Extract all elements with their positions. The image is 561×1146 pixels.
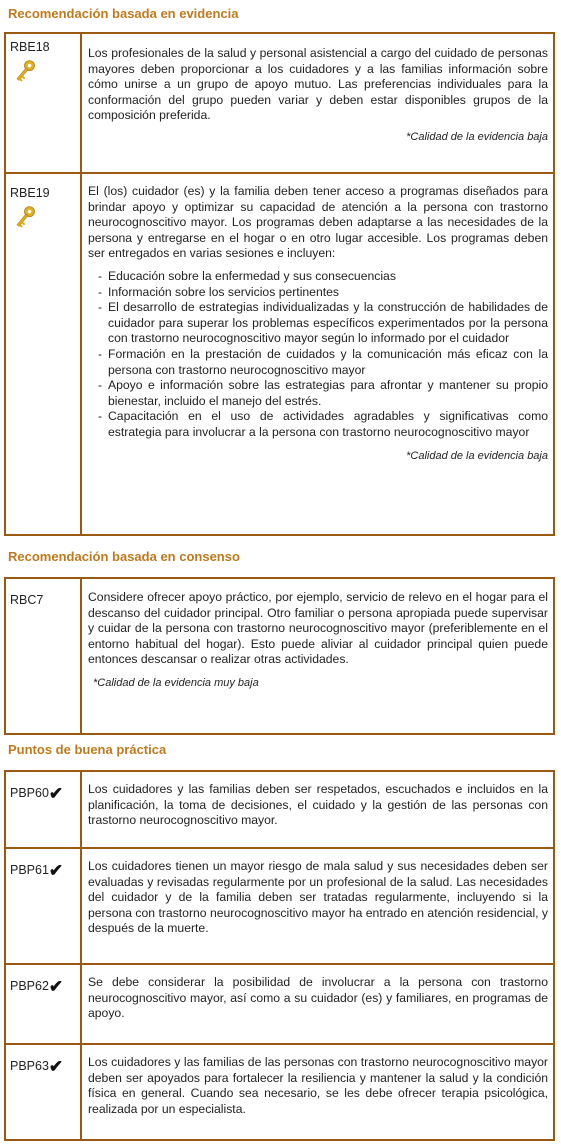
recommendation-code: PBP60 [10,786,49,800]
recommendation-text: Se debe considerar la posibilidad de involucrar a la persona con trastorno neurocognoscitivo mayor, así como a su cuidador (es) y familiares, en programas de apoyo. [88,975,548,1021]
list-item: - Información sobre los servicios pertinentes [98,284,339,299]
recommendation-text-cell [82,772,553,847]
recommendation-code: RBE19 [10,186,50,200]
recommendation-row-rbc7 [6,579,553,733]
recommendation-text-cell [82,965,553,1043]
evidence-quality-note: *Calidad de la evidencia baja [406,130,548,143]
section-title-good-practice: Puntos de buena práctica [8,742,167,757]
recommendation-text-cell [82,849,553,963]
recommendation-row-rbe19 [6,172,553,534]
recommendation-text: Los cuidadores tienen un mayor riesgo de mala salud y sus necesidades deben ser evaluadas y revisadas regularmente por un profesional de la salud. Las necesidades del cuidador y de la familia deben ser tratadas regularmente, incluyendo si la persona con trastorno neurocognoscitivo mayor ha entrado en atención residencial, y después de la muerte. [88,859,549,936]
recommendation-text: Los cuidadores y las familias deben ser respetados, escuchados e incluidos en la planificación, la toma de decisiones, el cuidado y la gestión de las personas con trastorno neurocognoscitivo mayor. [88,782,548,828]
recommendation-text: Considere ofrecer apoyo práctico, por ejemplo, servicio de relevo en el hogar para el descanso del cuidador principal. Otro familiar o persona apropiada puede supervisar y cuidar de la persona con trastorno neurocognoscitivo mayor (preferiblemente en el entorno habitual del hogar). Esto puede aliviar al cuidador principal quien puede entonces descansar o realizar otras actividades. [88,590,548,667]
evidence-quality-note: *Calidad de la evidencia muy baja [93,676,259,689]
key-icon [12,58,38,84]
recommendation-text-cell [82,1045,553,1139]
consensus-table [4,577,555,735]
check-icon: ✔ [48,1057,64,1076]
section-title-consensus: Recomendación basada en consenso [8,549,240,564]
recommendation-code: RBC7 [10,593,44,607]
list-item: - Formación en la prestación de cuidados y la comunicación más eficaz con la persona con trastorno neurocognoscitivo mayor [98,346,548,377]
list-item: - Apoyo e información sobre las estrategias para afrontar y mantener su propio bienestar, incluido el manejo del estrés. [98,378,548,408]
recommendation-code: RBE18 [10,40,50,54]
recommendation-text-cell [82,579,553,733]
recommendation-text: Los cuidadores y las familias de las personas con trastorno neurocognoscitivo mayor deben ser apoyados para fortalecer la resiliencia y mantener la salud y la condición física en general. Cuando sea necesario, se les debe ofrecer terapia psicológica, realizada por un especialista. [88,1055,548,1116]
check-icon: ✔ [48,784,64,803]
list-item: - Capacitación en el uso de actividades agradables y significativas como estrategia para involucrar a la persona con trastorno neurocognoscitivo mayor [98,409,548,439]
good-practice-table [4,770,555,1141]
evidence-table [4,32,555,536]
recommendation-row-rbe18 [6,34,553,172]
recommendation-code-cell [6,965,82,1043]
recommendation-text-cell [82,34,553,172]
check-icon: ✔ [48,861,64,880]
program-component-list [98,269,548,441]
recommendation-text-cell [82,174,553,534]
recommendation-code: PBP62 [10,979,49,993]
recommendation-code-cell [6,579,82,733]
recommendation-row-pbp61 [6,847,553,963]
section-title-evidence: Recomendación basada en evidencia [8,6,239,21]
recommendation-code: PBP61 [10,863,49,877]
recommendation-row-pbp62 [6,963,553,1043]
recommendation-code-cell [6,1045,82,1139]
recommendation-text: Los profesionales de la salud y personal asistencial a cargo del cuidado de personas mayores deben proporcionar a los cuidadores y a las familias información sobre cómo unirse a un grupo de apoyo mutuo. Las preferencias individuales para la conformación del grupo pueden variar y deben estar disponibles grupos de la composición preferida. [88,46,548,123]
list-item: - Educación sobre la enfermedad y sus consecuencias [98,268,396,283]
evidence-quality-note: *Calidad de la evidencia baja [406,449,548,462]
check-icon: ✔ [48,977,64,996]
recommendation-code-cell [6,849,82,963]
key-icon [12,204,38,230]
recommendation-code-cell [6,174,82,534]
list-item: - El desarrollo de estrategias individualizadas y la construcción de habilidades de cuidador para superar los problemas específicos experimentados por la persona con trastorno neurocognoscitivo mayor según lo informado por el cuidador [98,300,548,346]
recommendation-code: PBP63 [10,1059,49,1073]
recommendation-row-pbp60 [6,772,553,847]
recommendation-text: El (los) cuidador (es) y la familia deben tener acceso a programas diseñados para brindar apoyo y optimizar su capacidad de atención a la persona con trastorno neurocognoscitivo mayor. Los programas deben adaptarse a las necesidades de la persona y entregarse en el hogar o en otro lugar accesible. Los programas deben ser entregados en varias sesiones e incluyen: [88,184,548,261]
recommendation-code-cell [6,34,82,172]
recommendation-code-cell [6,772,82,847]
recommendation-row-pbp63 [6,1043,553,1139]
